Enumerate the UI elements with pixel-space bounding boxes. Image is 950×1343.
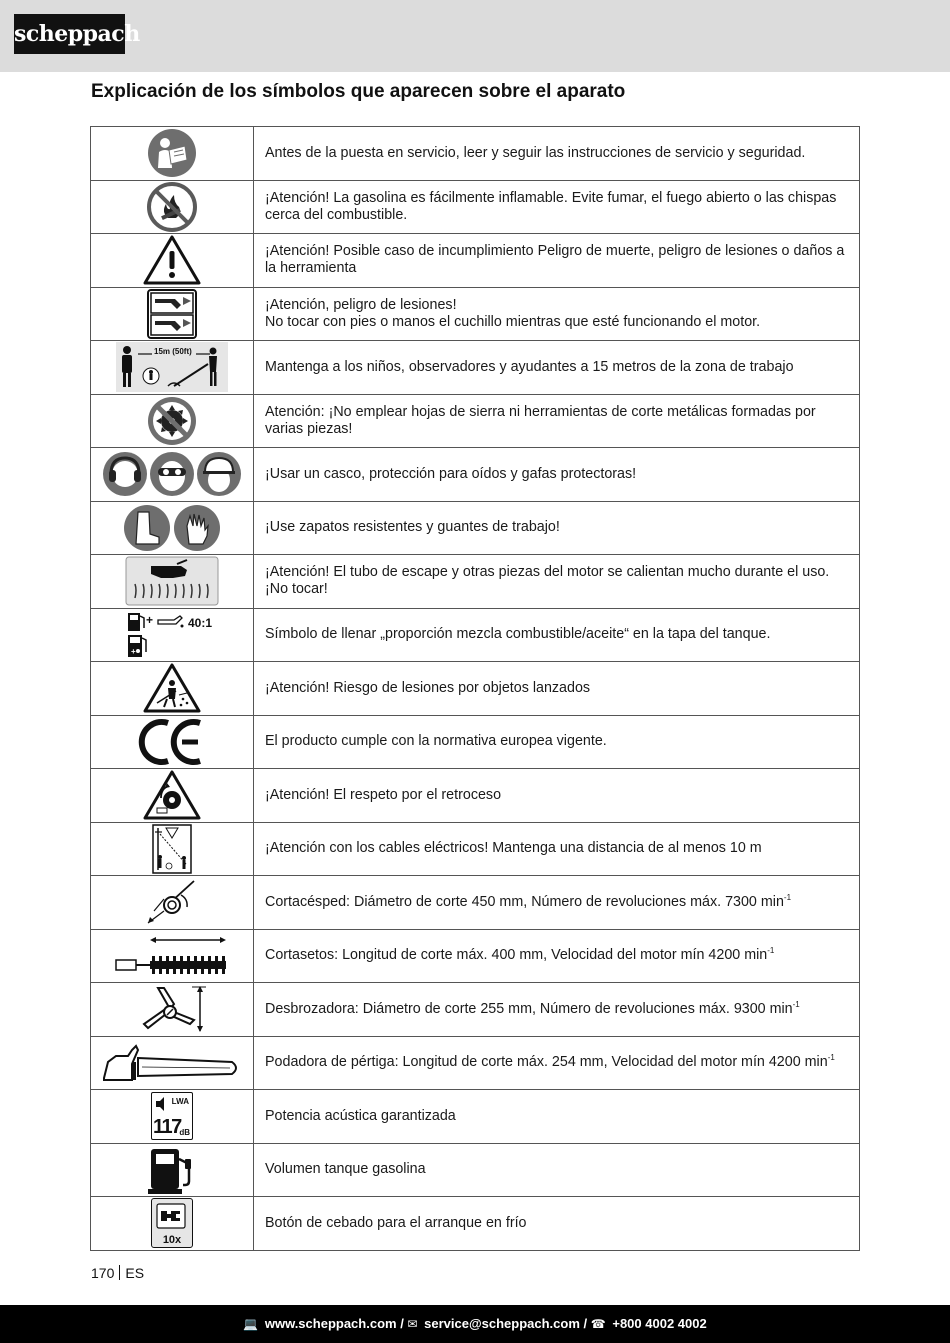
fuel-mix-icon <box>124 610 220 660</box>
row-text-main: Desbrozadora: Diámetro de corte 255 mm, Número de revoluciones máx. 9300 min <box>265 1000 793 1017</box>
symbols-table <box>90 126 860 1251</box>
sound-value-label: 117 <box>153 1116 181 1139</box>
row-text: ¡Atención! Posible caso de incumplimiento Peligro de muerte, peligro de lesiones o daños a la herramienta <box>254 234 860 288</box>
footer-separator: / <box>583 1316 588 1331</box>
row-text <box>254 287 860 341</box>
table-row <box>91 341 860 395</box>
hedge-trimmer-icon <box>114 932 230 980</box>
sound-power-icon <box>151 1092 193 1140</box>
kickback-icon <box>143 770 201 820</box>
table-row <box>91 555 860 609</box>
footer-phone[interactable]: +800 4002 4002 <box>612 1316 707 1331</box>
warning-triangle-icon <box>143 235 201 285</box>
row-text: ¡Usar un casco, protección para oídos y gafas protectoras! <box>254 448 860 502</box>
row-text: ¡Atención con los cables eléctricos! Mantenga una distancia de al menos 10 m <box>254 822 860 876</box>
header-bar <box>0 0 950 72</box>
row-text-main: Cortacésped: Diámetro de corte 450 mm, Número de revoluciones máx. 7300 min <box>265 893 784 910</box>
computer-icon: 💻 <box>243 1317 259 1331</box>
table-row <box>91 1090 860 1144</box>
no-fire-icon <box>147 182 197 232</box>
table-row <box>91 983 860 1037</box>
fuel-tank-icon <box>147 1145 197 1195</box>
row-text-line2: No tocar con pies o manos el cuchillo mientras que esté funcionando el motor. <box>265 313 761 330</box>
row-text-sup: -1 <box>767 946 775 956</box>
row-text: ¡Atención! La gasolina es fácilmente inflamable. Evite fumar, el fuego abierto o las chispas cerca del combustible. <box>254 180 860 234</box>
brand-logo: scheppach <box>14 14 125 54</box>
svg-text:+: + <box>131 646 136 656</box>
trimmer-head-icon <box>142 877 202 927</box>
table-row <box>91 394 860 448</box>
table-row <box>91 715 860 769</box>
mix-ratio-label: 40:1 <box>188 615 213 630</box>
table-row <box>91 234 860 288</box>
row-text <box>254 929 860 983</box>
row-text: ¡Atención! Riesgo de lesiones por objetos lanzados <box>254 662 860 716</box>
row-text <box>254 983 860 1037</box>
sound-db-label: dB <box>179 1128 190 1138</box>
row-text-sup: -1 <box>827 1053 835 1063</box>
row-text: Botón de cebado para el arranque en frío <box>254 1197 860 1251</box>
table-row <box>91 287 860 341</box>
row-text: ¡Atención! El tubo de escape y otras piezas del motor se calientan mucho durante el uso. ¡No tocar! <box>254 555 860 609</box>
footer-email-link[interactable]: service@scheppach.com <box>424 1316 580 1331</box>
row-text-main: Cortasetos: Longitud de corte máx. 400 mm, Velocidad del motor mín 4200 min <box>265 947 768 964</box>
power-lines-icon <box>152 824 192 874</box>
table-row <box>91 180 860 234</box>
primer-count-label: 10x <box>162 1234 182 1247</box>
svg-text:+: + <box>146 612 154 627</box>
blade-hazard-icon <box>147 289 197 339</box>
mail-icon: ✉ <box>407 1317 418 1331</box>
thrown-objects-icon <box>143 663 201 713</box>
table-row <box>91 127 860 181</box>
table-row <box>91 501 860 555</box>
table-row <box>91 1036 860 1090</box>
read-manual-icon <box>147 128 197 178</box>
page-number <box>91 1265 144 1281</box>
footer-web-link[interactable]: www.scheppach.com <box>264 1316 397 1331</box>
row-text: ¡Use zapatos resistentes y guantes de trabajo! <box>254 501 860 555</box>
table-row <box>91 662 860 716</box>
keep-distance-icon <box>116 342 228 392</box>
row-text: El producto cumple con la normativa europea vigente. <box>254 715 860 769</box>
page-number-value: 170 <box>91 1265 115 1281</box>
phone-icon: ☎ <box>590 1317 606 1331</box>
protective-gear-icon <box>102 450 242 498</box>
row-text-sup: -1 <box>792 999 800 1009</box>
table-row <box>91 769 860 823</box>
row-text: ¡Atención! El respeto por el retroceso <box>254 769 860 823</box>
boots-gloves-icon <box>123 504 221 552</box>
brush-blade-icon <box>134 984 210 1034</box>
footer-bar <box>0 1305 950 1343</box>
page-divider <box>119 1265 120 1280</box>
row-text <box>254 1036 860 1090</box>
page-title: Explicación de los símbolos que aparecen sobre el aparato <box>91 81 626 102</box>
no-saw-blade-icon <box>147 396 197 446</box>
table-row <box>91 822 860 876</box>
table-row <box>91 448 860 502</box>
table-row <box>91 608 860 662</box>
distance-label: 15m (50ft) <box>154 347 192 357</box>
row-text-line1: ¡Atención, peligro de lesiones! <box>265 296 457 313</box>
row-text: Volumen tanque gasolina <box>254 1143 860 1197</box>
table-row <box>91 929 860 983</box>
pole-saw-icon <box>102 1040 242 1086</box>
row-text-sup: -1 <box>783 892 792 902</box>
row-text-main: Podadora de pértiga: Longitud de corte máx. 254 mm, Velocidad del motor mín 4200 min <box>265 1054 828 1071</box>
row-text: Mantenga a los niños, observadores y ayudantes a 15 metros de la zona de trabajo <box>254 341 860 395</box>
ce-mark-icon <box>136 717 208 767</box>
table-row <box>91 1143 860 1197</box>
row-text: Atención: ¡No emplear hojas de sierra ni herramientas de corte metálicas formadas por varias piezas! <box>254 394 860 448</box>
hot-surface-icon <box>125 556 219 606</box>
row-text: Potencia acústica garantizada <box>254 1090 860 1144</box>
table-row <box>91 876 860 930</box>
row-text: Antes de la puesta en servicio, leer y seguir las instrucciones de servicio y seguridad. <box>254 127 860 181</box>
row-text <box>254 876 860 930</box>
sound-unit-label: LWA <box>171 1097 189 1107</box>
row-text: Símbolo de llenar „proporción mezcla combustible/aceite“ en la tapa del tanque. <box>254 608 860 662</box>
page-language: ES <box>125 1265 145 1281</box>
table-row <box>91 1197 860 1251</box>
primer-button-icon <box>151 1198 193 1248</box>
footer-separator: / <box>400 1316 404 1331</box>
